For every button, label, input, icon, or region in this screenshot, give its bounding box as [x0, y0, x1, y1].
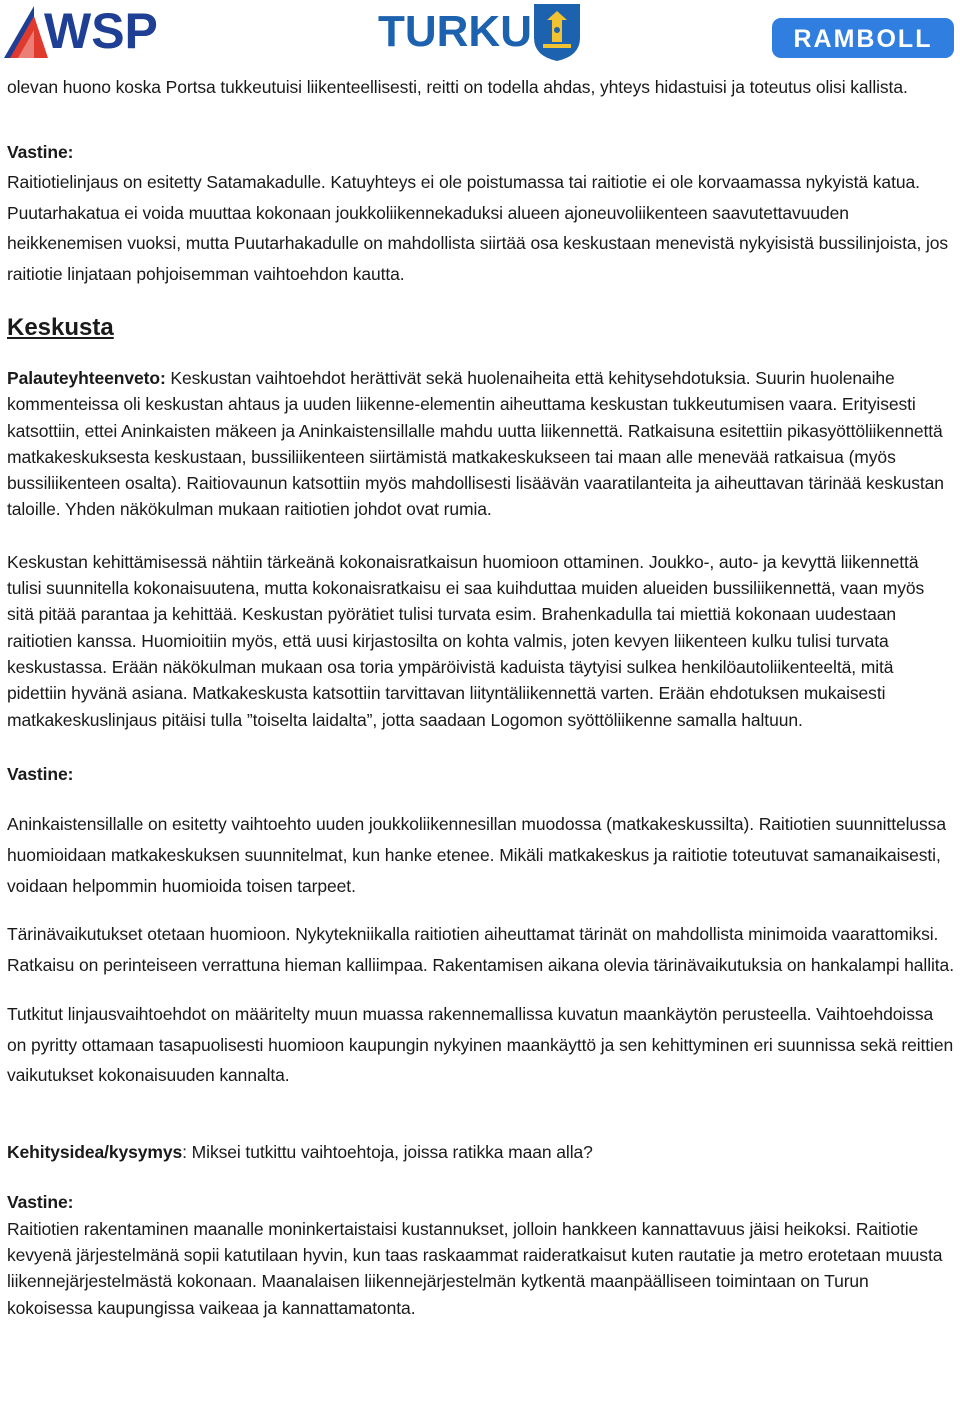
document-body — [7, 72, 955, 1321]
vastine-label: Vastine: — [7, 1192, 74, 1213]
feedback-summary-label: Palauteyhteenveto: — [7, 368, 166, 388]
vastine-paragraph: Aninkaistensillalle on esitetty vaihtoehto uuden joukkoliikennesillan muodossa (matkakeskussilta). Raitiotien suunnittelussa huomioidaan matkakeskuksen suunnitelmat, kun hanke etenee. Mikäli matkakeskus ja raitiotie toteutuvat samanaikaisesti, voidaan helpommin huomioida toisen tarpeet. — [7, 814, 946, 896]
turku-crest-icon — [534, 4, 580, 61]
development-question-label: Kehitysidea/kysymys — [7, 1141, 183, 1162]
vastine-text: Raitiotielinjaus on esitetty Satamakadulle. Katuyhteys ei ole poistumassa tai raitiotie ei ole korvaamassa nykyistä katua. Puutarhakatua ei voida muuttaa kokonaan joukkoliikennekaduksi alueen ajoneuvoliikenteen saavutettavuuden heikkenemisen vuoksi, mutta Puutarhakadulle on mahdollista siirtää osa keskustaan menevistä nykyisistä bussilinjoista, jos raitiotie linjataan pohjoisemman vaihtoehdon kautta. — [7, 172, 949, 284]
turku-logo — [378, 2, 583, 62]
vastine-text: Raitiotien rakentaminen maanalle moninkertaistaisi kustannukset, jolloin hankkeen kannattavuus jäisi heikoksi. Raitiotie kevyenä järjestelmänä sopii katutilaan hyvin, kun taas raskaammat raideratkaisut kuten rautatie ja metro erotetaan muusta liikennejärjestelmästä kokonaan. Maanalaisen liikennejärjestelmän kytkentä maanpäälliseen toimintaan on Turun kokoisessa kaupungissa vaikeaa ja kannattamatonta. — [7, 1218, 943, 1318]
development-question-text: : Miksei tutkittu vaihtoehtoja, joissa ratikka maan alla? — [182, 1141, 593, 1162]
vastine-block-1 — [7, 137, 955, 290]
paragraph-keskusta: Keskustan kehittämisessä nähtiin tärkeänä kokonaisratkaisun huomioon ottaminen. Joukko-, auto- ja kevyttä liikennettä tulisi suunnitella kokonaisuutena, mutta kokonaisratkaisu ei saa kuihduttaa muiden alueiden bussiliikennettä, vaan myös sitä pitää parantaa ja kehittää. Keskustan pyörätiet tulisi turvata esim. Brahenkadulla tai miettiä kokonaan uudestaan raitiotien kanssa. Huomioitiin myös, että uusi kirjastosilta on kohta valmis, joten kevyen liikenteen kulku tulisi turvata keskustassa. Erään näkökulman mukaan osa toria ympäröivistä kaduista täytyisi sulkea henkilöautoliikenteeltä, mitä pidettiin hyvänä asiana. Matkakeskusta katsottiin tarvittavan liityntäliikennettä varten. Erään ehdotuksen mukaisesti matkakeskuslinjaus pitäisi tulla ”toiselta laidalta”, jotta saadaan Logomon syöttöliikenne samalla haltuun. — [7, 551, 925, 730]
page-header — [0, 0, 960, 68]
turku-logo-text: TURKU — [378, 7, 532, 56]
vastine-label: Vastine: — [7, 141, 74, 162]
paragraph-continuation: olevan huono koska Portsa tukkeutuisi liikenteellisesti, reitti on todella ahdas, yhteys hidastuisi ja toteutus olisi kallista. — [7, 77, 908, 97]
ramboll-logo — [772, 18, 954, 58]
vastine-block-3 — [7, 1189, 955, 1320]
ramboll-logo-text: RAMBOLL — [793, 25, 933, 53]
feedback-summary-text: Keskustan vaihtoehdot herättivät sekä huolenaiheita että kehitysehdotuksia. Suurin huolenaihe kommenteissa oli keskustan ahtaus ja uuden liikenne-elementin aiheuttama keskustan tukkeutumisen vaara. Erityisesti katsottiin, ettei Aninkaisten mäkeen ja Aninkaistensillalle mahdu uutta liikennettä. Ratkaisuna esitettiin pikasyöttöliikennettä matkakeskuksesta keskustaan, bussiliikenteen siirtämistä matkakeskukseen tai maan alle menevää ratkaisua (myös bussiliikenteen osalta). Raitiovaunun katsottiin myös mahdollisesti lisäävän vaaratilanteita ja aiheuttavan tärinää keskustan taloille. Yhden näkökulman mukaan raitiotien johdot ovat rumia. — [7, 368, 944, 520]
vastine-paragraph: Tutkitut linjausvaihtoehdot on määritelty muun muassa rakennemallissa kuvatun maankäytön perusteella. Vaihtoehdoissa on pyritty ottamaan tasapuolisesti huomioon kaupungin nykyinen maankäyttö ja sen kehittyminen eri suunnissa sekä reittien vaikutukset kokonaisuuden kannalta. — [7, 1003, 954, 1086]
section-heading: Keskusta — [7, 314, 114, 341]
wsp-logo-text: WSP — [44, 3, 158, 59]
feedback-summary — [7, 365, 955, 523]
vastine-label: Vastine: — [7, 763, 74, 784]
vastine-paragraph: Tärinävaikutukset otetaan huomioon. Nykytekniikalla raitiotien aiheuttamat tärinät on mahdollista minimoida vaarattomiksi. Ratkaisu on perinteiseen verrattuna hieman kalliimpaa. Rakentamisen aikana olevia tärinävaikutuksia on hankalampi hallita. — [7, 924, 954, 976]
development-question — [7, 1137, 955, 1168]
wsp-logo — [4, 2, 188, 60]
